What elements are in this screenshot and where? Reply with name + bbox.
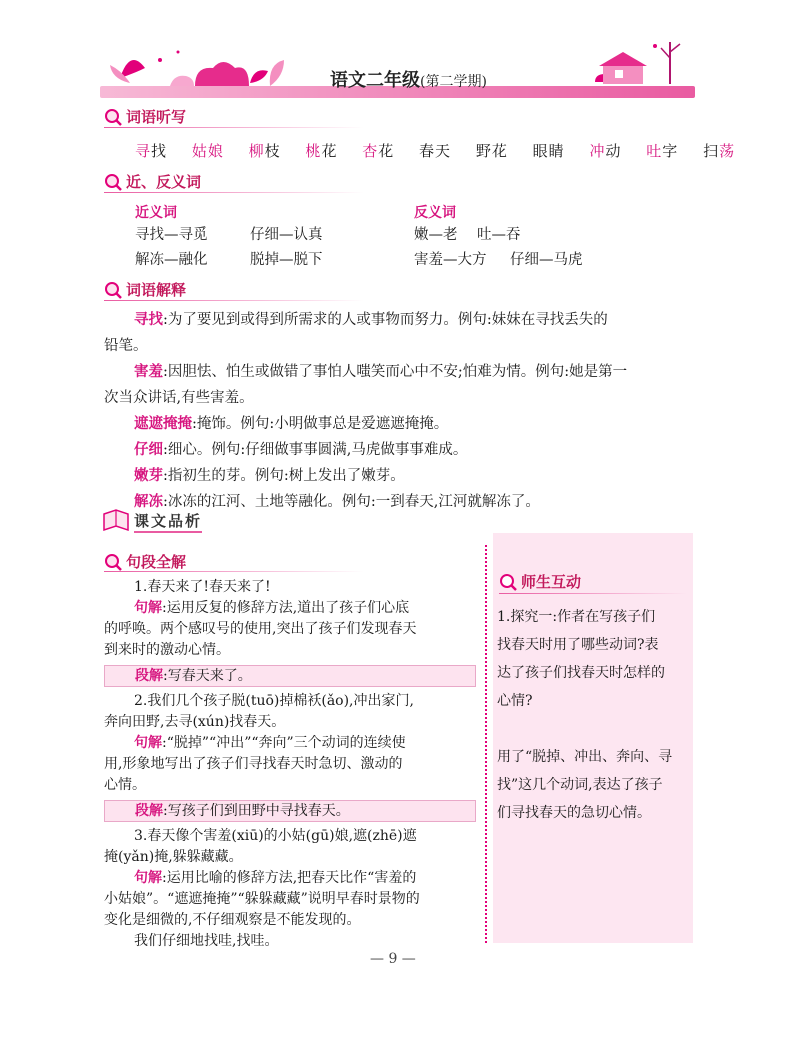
section-paragraph-title: 句段全解 <box>126 553 187 571</box>
section-explain-title: 词语解释 <box>126 281 187 299</box>
antonym-pair: 仔细—马虎 <box>510 252 583 268</box>
sentence-explain-cont: 到来时的激动心情。 <box>104 642 230 658</box>
question-line: 心情? <box>497 693 533 709</box>
sentence-explain: 句解:“脱掉”“冲出”“奔向”三个动词的连续使 <box>134 735 406 751</box>
sentence-3: 3.春天像个害羞(xiū)的小姑(gū)娘,遮(zhē)遮 <box>134 828 417 844</box>
interaction-content <box>497 603 691 827</box>
vocab-word: 寻找 <box>135 142 168 160</box>
section-divider <box>499 593 687 594</box>
paragraph-summary-box: 段解:写孩子们到田野中寻找春天。 <box>104 800 476 822</box>
answer-line: 找”这几个动词,表达了孩子 <box>497 777 663 793</box>
magnifier-icon <box>104 108 122 126</box>
question-line: 达了孩子们找春天时怎样的 <box>497 665 665 681</box>
definition-item: 寻找:为了要见到或得到所需求的人或事物而努力。例句:妹妹在寻找丢失的 <box>134 311 608 328</box>
vocab-word: 春天 <box>419 142 452 160</box>
vocab-list <box>135 140 735 161</box>
column-divider <box>485 545 487 943</box>
vocab-word: 吐字 <box>646 142 679 160</box>
section-analysis <box>102 508 202 534</box>
sentence-explain-cont: 变化是细微的,不仔细观察是不能发现的。 <box>104 912 361 928</box>
section-synonyms-title: 近、反义词 <box>126 173 202 191</box>
section-interaction-title: 师生互动 <box>521 573 582 591</box>
sentence-2-cont: 奔向田野,去寻(xún)找春天。 <box>104 714 286 730</box>
section-synonyms <box>104 171 201 192</box>
magnifier-icon <box>104 281 122 299</box>
page-title <box>330 66 487 92</box>
definition-item: 遮遮掩掩:掩饰。例句:小明做事总是爱遮遮掩掩。 <box>134 415 449 432</box>
answer-line: 们寻找春天的急切心情。 <box>497 805 651 821</box>
paragraph-summary-box: 段解:写春天来了。 <box>104 665 476 687</box>
synonym-pair: 寻找—寻觅 <box>135 227 208 243</box>
definition-cont: 次当众讲话,有些害羞。 <box>104 390 254 406</box>
definition-cont: 铅笔。 <box>104 338 148 354</box>
section-dictation <box>104 106 186 127</box>
vocab-word: 姑娘 <box>191 142 224 160</box>
sentence-explain-cont: 心情。 <box>104 777 146 793</box>
paragraph-analysis <box>104 577 476 952</box>
magnifier-icon <box>104 553 122 571</box>
section-paragraph <box>104 551 186 572</box>
magnifier-icon <box>104 173 122 191</box>
definition-item: 解冻:冰冻的江河、土地等融化。例句:一到春天,江河就解冻了。 <box>134 493 540 510</box>
sentence-3-cont: 掩(yǎn)掩,躲躲藏藏。 <box>104 849 243 865</box>
section-divider <box>104 192 364 193</box>
section-divider <box>104 127 364 128</box>
vocab-word: 眼睛 <box>532 142 565 160</box>
book-icon <box>102 508 130 534</box>
section-divider <box>104 300 364 301</box>
magnifier-icon <box>499 573 517 591</box>
question-line: 找春天时用了哪些动词?表 <box>497 637 659 653</box>
antonym-pair: 吐—吞 <box>477 227 521 243</box>
synonym-pair: 仔细—认真 <box>250 227 323 243</box>
antonym-pair: 害羞—大方 <box>414 252 487 268</box>
sentence-explain-cont: 小姑娘”。“遮遮掩掩”“躲躲藏藏”说明早春时景物的 <box>104 891 420 907</box>
synonym-pair: 解冻—融化 <box>135 252 208 268</box>
page-number: — 9 — <box>370 951 416 967</box>
vocab-word: 桃花 <box>305 142 338 160</box>
synonym-label: 近义词 <box>135 205 177 221</box>
vocab-word: 扫荡 <box>703 142 736 160</box>
definition-item: 仔细:细心。例句:仔细做事事圆满,马虎做事事难成。 <box>134 441 468 458</box>
vocab-word: 杏花 <box>362 142 395 160</box>
synonym-pair: 脱掉—脱下 <box>250 252 323 268</box>
sentence-2: 2.我们几个孩子脱(tuō)掉棉袄(ǎo),冲出家门, <box>134 693 414 709</box>
definition-item: 嫩芽:指初生的芽。例句:树上发出了嫩芽。 <box>134 467 405 484</box>
section-analysis-title: 课文品析 <box>134 510 202 533</box>
antonym-pair: 嫩—老 <box>414 227 458 243</box>
section-explain <box>104 279 186 300</box>
antonym-label: 反义词 <box>414 205 456 221</box>
vocab-word: 柳枝 <box>248 142 281 160</box>
sentence-explain-cont: 的呼唤。两个感叹号的使用,突出了孩子们发现春天 <box>104 621 417 637</box>
sentence-explain-cont: 用,形象地写出了孩子们寻找春天时急切、激动的 <box>104 756 403 772</box>
page-header <box>100 38 695 100</box>
interaction-panel <box>493 533 693 943</box>
section-divider <box>104 571 364 572</box>
book-title: 语文二年级 <box>330 70 420 91</box>
sentence-4: 我们仔细地找哇,找哇。 <box>134 933 279 949</box>
sentence-explain: 句解:运用比喻的修辞方法,把春天比作“害羞的 <box>134 870 417 886</box>
section-dictation-title: 词语听写 <box>126 108 187 126</box>
definition-item: 害羞:因胆怯、怕生或做错了事怕人嗤笑而心中不安;怕难为情。例句:她是第一 <box>134 363 628 380</box>
definitions <box>104 307 696 515</box>
section-interaction <box>499 571 581 592</box>
sentence-1: 1.春天来了!春天来了! <box>134 579 271 595</box>
question-line: 1.探究一:作者在写孩子们 <box>497 609 656 625</box>
answer-line: 用了“脱掉、冲出、奔向、寻 <box>497 749 673 765</box>
vocab-word: 野花 <box>475 142 508 160</box>
book-subtitle: (第二学期) <box>420 74 487 90</box>
vocab-word: 冲动 <box>589 142 622 160</box>
sentence-explain: 句解:运用反复的修辞方法,道出了孩子们心底 <box>134 600 410 616</box>
